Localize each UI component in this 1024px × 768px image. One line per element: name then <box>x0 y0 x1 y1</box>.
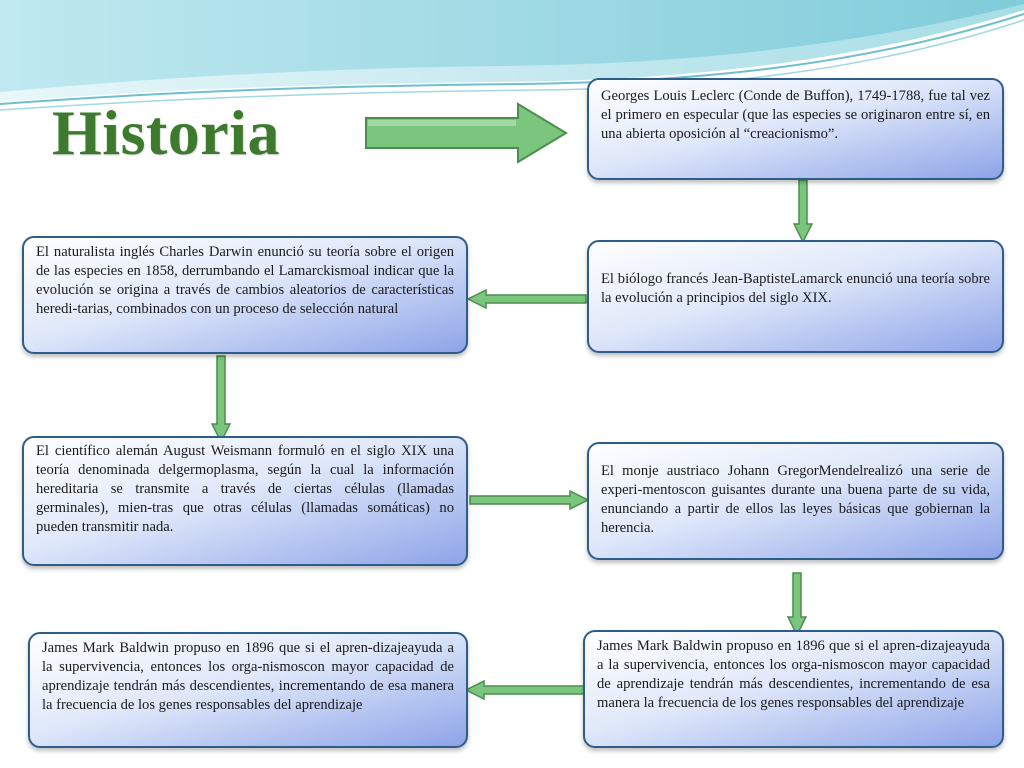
node-mendel-text: El monje austriaco Johann GregorMendelrealizó una serie de experi-mentoscon guisantes durante una buena parte de su vida, enunciando a partir de ellos las leyes básicas que gobiernan la herencia. <box>601 463 990 536</box>
node-baldwin-right <box>583 630 1004 748</box>
node-buffon <box>587 78 1004 180</box>
arrow-right-big-icon <box>360 100 572 166</box>
arrow-down-icon <box>793 178 813 244</box>
node-darwin-text: El naturalista inglés Charles Darwin enunció su teoría sobre el origen de las especies en 1858, derrumbando el Lamarckismoal indicar que la evolución se origina a través de cambios aleatorios de características heredi-tarias, combinados con un proceso de selección natural <box>36 244 454 317</box>
arrow-left-icon <box>466 289 588 309</box>
arrow-left-icon <box>464 680 586 700</box>
node-mendel <box>587 442 1004 560</box>
page-title: Historia <box>52 97 280 168</box>
node-weismann-text: El científico alemán August Weismann formuló en el siglo XIX una teoría denominada delgermoplasma, según la cual la información hereditaria se transmite a través de ciertas células (llamadas germinales), mien-tras que otras células (llamadas somáticas) no pueden transmitir nada. <box>36 443 454 535</box>
node-weismann <box>22 436 468 566</box>
node-baldwin-left-text: James Mark Baldwin propuso en 1896 que si el apren-dizajeayuda a la supervivencia, entonces los orga-nismoscon mayor capacidad de aprendizaje tendrán más descendientes, incrementando de esa manera la frecuencia de los genes responsables del aprendizaje <box>42 640 454 713</box>
node-baldwin-left <box>28 632 468 748</box>
node-lamarck <box>587 240 1004 353</box>
node-darwin <box>22 236 468 354</box>
node-lamarck-text: El biólogo francés Jean-BaptisteLamarck enunció una teoría sobre la evolución a principios del siglo XIX. <box>601 271 990 306</box>
arrow-down-icon <box>211 354 231 444</box>
node-buffon-text: Georges Louis Leclerc (Conde de Buffon), 1749-1788, fue tal vez el primero en especular (que las especies se originaron entre sí, en una abierta oposición al “creacionismo”. <box>601 88 990 142</box>
node-baldwin-right-text: James Mark Baldwin propuso en 1896 que si el apren-dizajeayuda a la supervivencia, entonces los orga-nismoscon mayor capacidad de aprendizaje tendrán más descendientes, incrementando de esa manera la frecuencia de los genes responsables del aprendizaje <box>597 638 990 711</box>
arrow-right-icon <box>468 490 590 510</box>
arrow-down-icon <box>787 571 807 637</box>
